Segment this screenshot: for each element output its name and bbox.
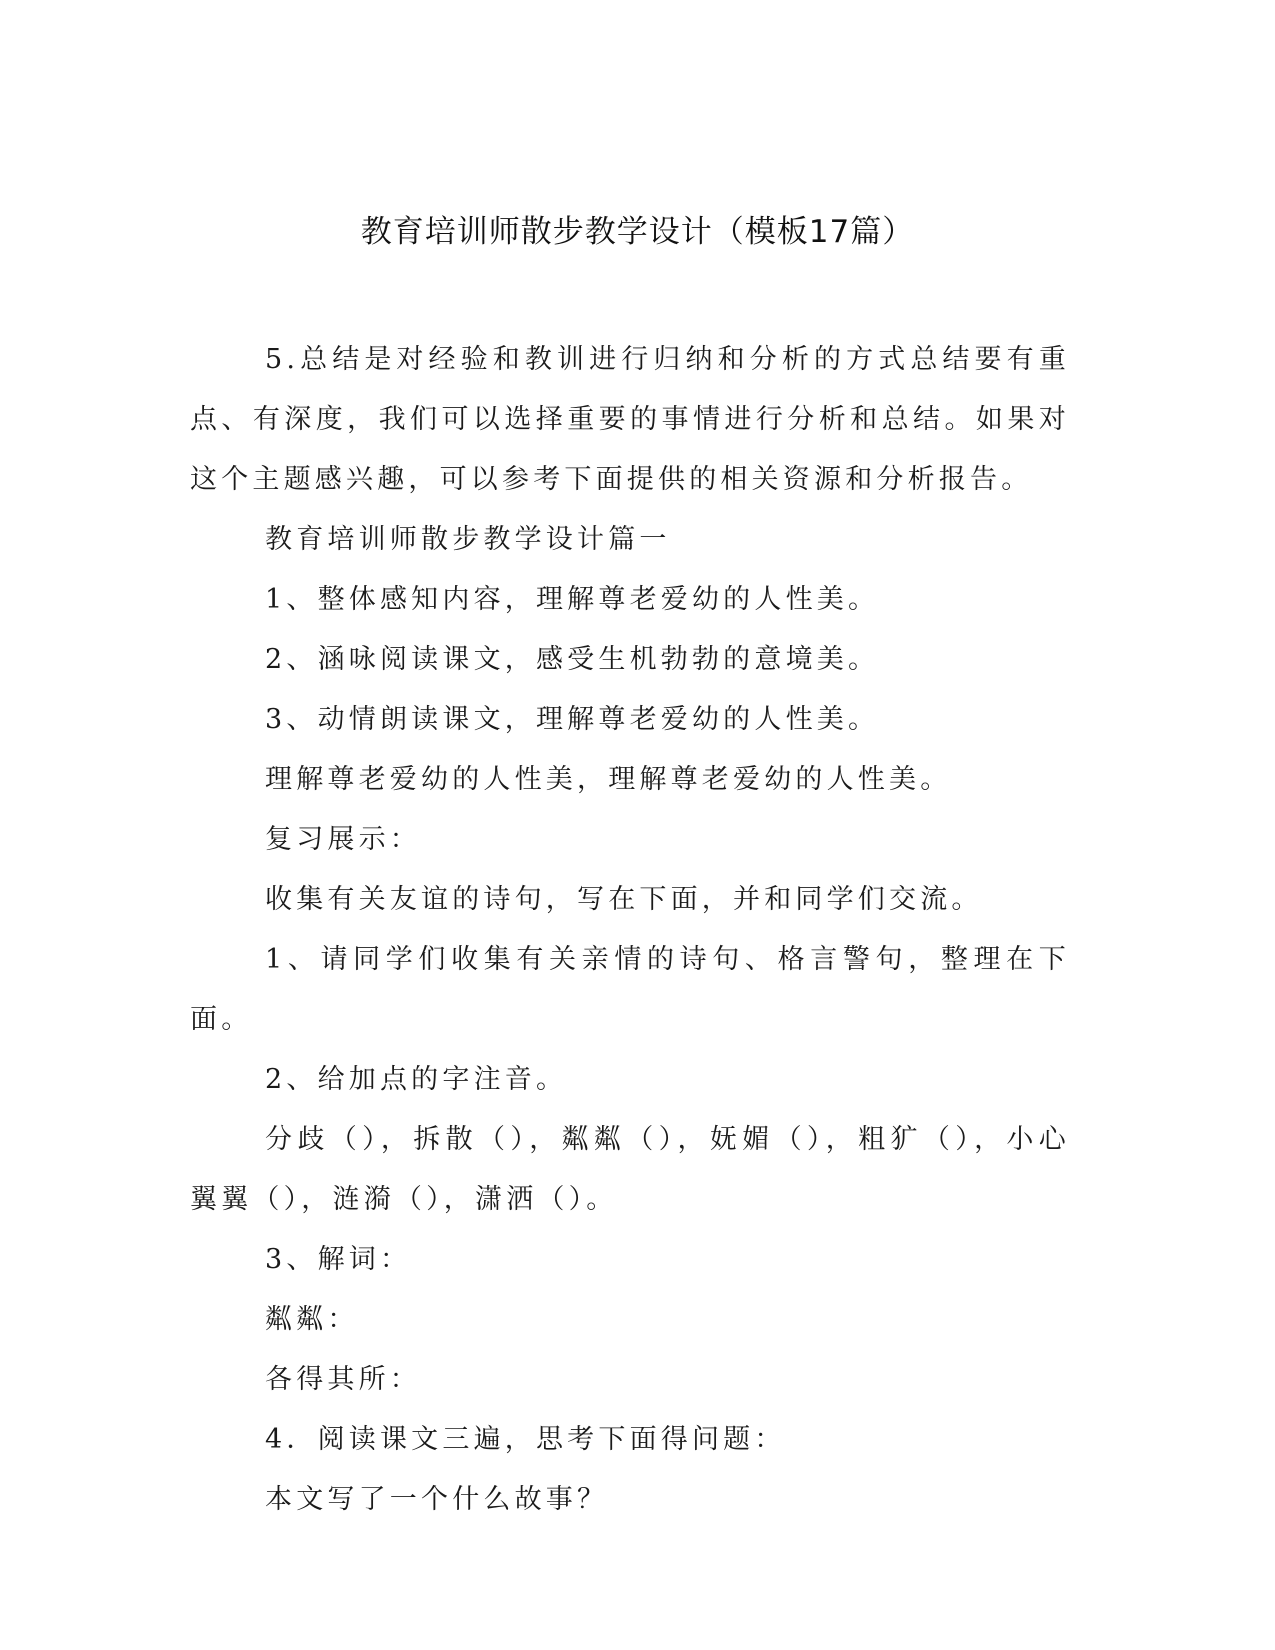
- task-4: 4．阅读课文三遍，思考下面得问题：: [265, 1424, 786, 1455]
- pinyin-exercise: 分歧（），拆散（），粼粼（），妩媚（），粗犷（），小心翼翼（），涟漪（），潇洒（）。: [190, 1124, 1070, 1215]
- section-heading: 教育培训师散步教学设计篇一: [265, 524, 671, 555]
- word-1: 粼粼：: [265, 1304, 359, 1335]
- task-1: 1、请同学们收集有关亲情的诗句、格言警句，整理在下面。: [190, 944, 1070, 1035]
- document-body: [190, 330, 1070, 1530]
- objective-1: 1、整体感知内容，理解尊老爱幼的人性美。: [265, 584, 880, 615]
- intro-paragraph: 5.总结是对经验和教训进行归纳和分析的方式总结要有重点、有深度，我们可以选择重要的事情进行分析和总结。如果对这个主题感兴趣，可以参考下面提供的相关资源和分析报告。: [190, 344, 1070, 495]
- objective-3: 3、动情朗读课文，理解尊老爱幼的人性美。: [265, 704, 880, 735]
- word-2: 各得其所：: [265, 1364, 421, 1395]
- question-1: 本文写了一个什么故事？: [265, 1484, 609, 1515]
- review-heading: 复习展示：: [265, 824, 421, 855]
- task-2: 2、给加点的字注音。: [265, 1064, 568, 1095]
- key-point: 理解尊老爱幼的人性美，理解尊老爱幼的人性美。: [265, 764, 952, 795]
- document-title: 教育培训师散步教学设计（模板17篇）: [360, 214, 915, 250]
- objective-2: 2、涵咏阅读课文，感受生机勃勃的意境美。: [265, 644, 880, 675]
- task-3: 3、解词：: [265, 1244, 412, 1275]
- friendship-task: 收集有关友谊的诗句，写在下面，并和同学们交流。: [265, 884, 983, 915]
